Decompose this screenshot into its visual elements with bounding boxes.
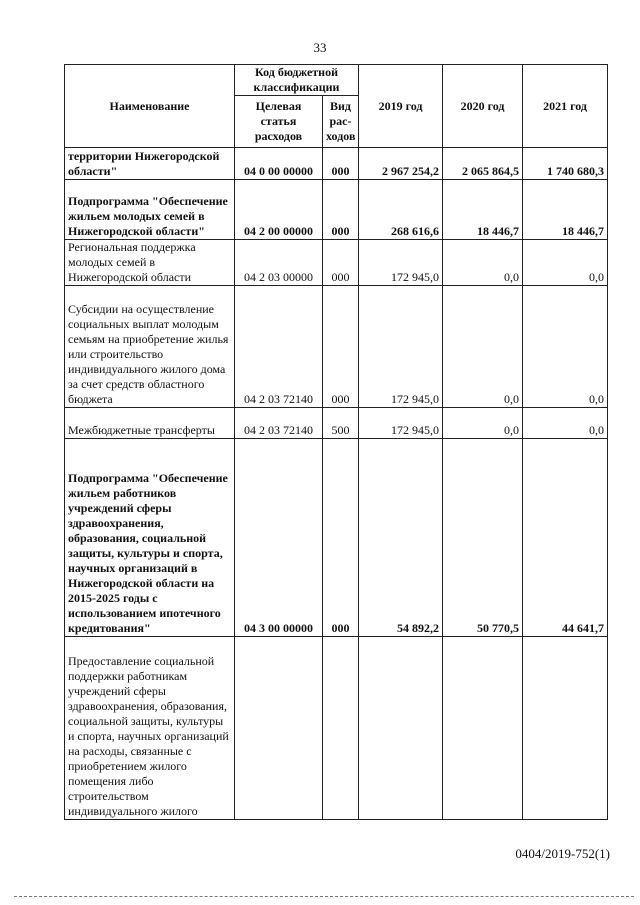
row-target-code [235,637,323,820]
row-expense-type: 000 [323,240,359,286]
row-value-2019 [359,637,443,820]
row-value-2020: 0,0 [443,408,523,439]
row-target-code: 04 2 03 72140 [235,286,323,408]
row-value-2021: 44 641,7 [523,439,608,637]
row-value-2019: 2 967 254,2 [359,148,443,180]
bottom-divider [14,896,634,897]
table-row [65,439,608,637]
row-name: Межбюджетные трансферты [65,408,235,439]
row-expense-type: 000 [323,180,359,240]
row-value-2020: 0,0 [443,286,523,408]
row-value-2020: 50 770,5 [443,439,523,637]
header-2020: 2020 год [443,65,523,148]
row-value-2020: 2 065 864,5 [443,148,523,180]
row-name: Региональная поддержка молодых семей в Нижегородской области [65,240,235,286]
row-value-2021: 0,0 [523,286,608,408]
row-value-2020: 18 446,7 [443,180,523,240]
row-expense-type: 000 [323,148,359,180]
budget-table [64,64,608,820]
row-target-code: 04 0 00 00000 [235,148,323,180]
row-target-code: 04 2 00 00000 [235,180,323,240]
row-value-2019: 54 892,2 [359,439,443,637]
header-expense-type: Вид рас-ходов [323,96,359,148]
row-value-2019: 172 945,0 [359,240,443,286]
page-number: 33 [313,40,327,55]
row-expense-type: 500 [323,408,359,439]
table-row [65,408,608,439]
row-value-2019: 268 616,6 [359,180,443,240]
row-value-2021: 18 446,7 [523,180,608,240]
row-name: территории Нижегородской области" [65,148,235,180]
table-row [65,286,608,408]
row-value-2020: 0,0 [443,240,523,286]
row-target-code: 04 2 03 72140 [235,408,323,439]
row-expense-type [323,637,359,820]
table-row [65,240,608,286]
document-number: 0404/2019-752(1) [515,846,610,861]
header-name: Наименование [65,65,235,148]
table-row [65,148,608,180]
row-name: Подпрограмма "Обеспечение жильем работников учреждений сферы здравоохранения, образования, социальной защиты, культуры и спорта, научных организаций в Нижегородской области на 2015-2025 годы с использованием ипотечного кредитования" [65,439,235,637]
row-expense-type: 000 [323,286,359,408]
row-value-2019: 172 945,0 [359,286,443,408]
header-2019: 2019 год [359,65,443,148]
header-code-group: Код бюджетной классификации [235,65,359,96]
row-value-2021: 1 740 680,3 [523,148,608,180]
row-value-2020 [443,637,523,820]
row-value-2021 [523,637,608,820]
header-target-article: Целевая статья расходов [235,96,323,148]
header-2021: 2021 год [523,65,608,148]
row-name: Подпрограмма "Обеспечение жильем молодых семей в Нижегородской области" [65,180,235,240]
row-value-2021: 0,0 [523,408,608,439]
row-name: Субсидии на осуществление социальных выплат молодым семьям на приобретение жилья или строительство индивидуального жилого дома за счет средств областного бюджета [65,286,235,408]
row-expense-type: 000 [323,439,359,637]
row-target-code: 04 2 03 00000 [235,240,323,286]
row-name: Предоставление социальной поддержки работникам учреждений сферы здравоохранения, образования, социальной защиты, культуры и спорта, научных организаций на расходы, связанные с приобретением жилого помещения либо строительством индивидуального жилого [65,637,235,820]
row-value-2019: 172 945,0 [359,408,443,439]
table-row [65,180,608,240]
row-target-code: 04 3 00 00000 [235,439,323,637]
row-value-2021: 0,0 [523,240,608,286]
table-row [65,637,608,820]
